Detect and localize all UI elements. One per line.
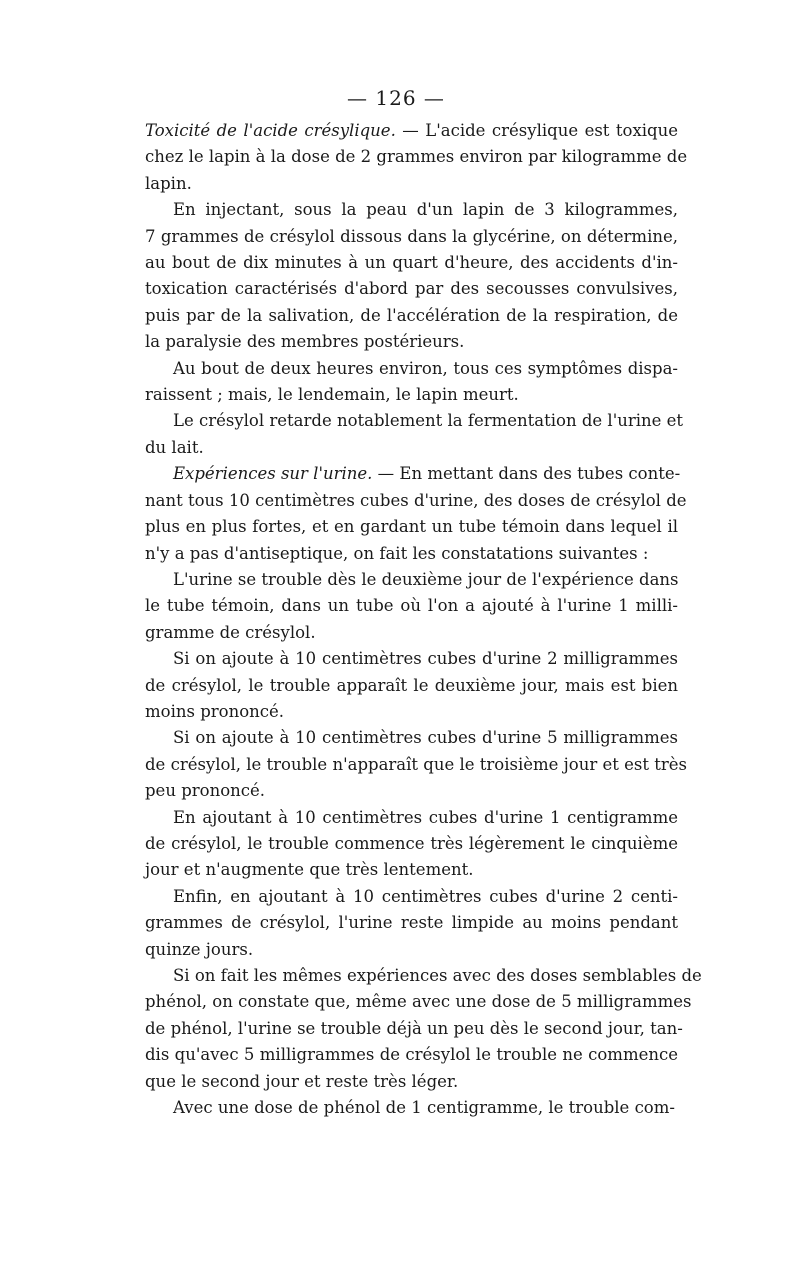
line-text: lapin. <box>145 173 192 193</box>
line-text: plus en plus fortes, et en gardant un tube témoin dans lequel il <box>145 517 678 537</box>
line-text: puis par de la salivation, de l'accélération de la respiration, de <box>145 305 678 325</box>
text-line <box>117 514 678 540</box>
text-line <box>117 461 681 487</box>
text-line <box>117 144 688 170</box>
text-line <box>117 725 678 751</box>
line-text: du lait. <box>145 437 204 457</box>
text-line <box>117 408 684 434</box>
line-text: Enfin, en ajoutant à 10 centimètres cubes d'urine 2 centi- <box>173 886 678 906</box>
line-text: toxication caractérisés d'abord par des secousses convulsives, <box>145 279 678 299</box>
text-line <box>117 805 678 831</box>
line-text: — L'acide crésylique est toxique <box>395 121 678 140</box>
line-text: Si on ajoute à 10 centimètres cubes d'urine 2 milligrammes <box>173 649 678 669</box>
line-text: moins prononcé. <box>145 701 285 721</box>
paragraph <box>117 197 678 355</box>
text-line <box>117 646 678 672</box>
paragraph <box>117 567 678 646</box>
line-text: le tube témoin, dans un tube où l'on a ajouté à l'urine 1 milli- <box>145 596 678 616</box>
paragraph <box>117 1095 678 1121</box>
text-line <box>117 963 702 989</box>
text-line <box>117 884 678 910</box>
text-line <box>117 250 678 276</box>
line-text: dis qu'avec 5 milligrammes de crésylol le trouble ne commence <box>145 1045 678 1065</box>
paragraph <box>117 805 678 884</box>
line-text: En injectant, sous la peau d'un lapin de 3 kilogrammes, <box>173 200 678 220</box>
line-text: gramme de crésylol. <box>145 622 316 642</box>
line-text: Avec une dose de phénol de 1 centigramme, le trouble com- <box>173 1098 675 1118</box>
line-text: chez le lapin à la dose de 2 grammes environ par kilogramme de <box>145 147 688 167</box>
section-heading-italic: Toxicité de l'acide crésylique. <box>145 121 396 140</box>
line-text: phénol, on constate que, même avec une dose de 5 milligrammes <box>145 992 692 1012</box>
text-line <box>117 329 678 355</box>
line-text: En ajoutant à 10 centimètres cubes d'urine 1 centigramme <box>173 807 678 827</box>
line-text: Si on ajoute à 10 centimètres cubes d'urine 5 milligrammes <box>173 728 678 748</box>
text-line <box>117 541 678 567</box>
text-line <box>117 620 678 646</box>
paragraph <box>117 356 678 409</box>
text-line <box>117 197 678 223</box>
text-line <box>117 435 678 461</box>
line-text: que le second jour et reste très léger. <box>145 1071 459 1091</box>
text-line <box>117 224 678 250</box>
text-line <box>117 567 678 593</box>
text-line <box>117 593 678 619</box>
page-number: — 126 — <box>347 86 445 110</box>
line-text: nant tous 10 centimètres cubes d'urine, des doses de crésylol de <box>145 490 687 510</box>
text-line <box>117 1069 678 1095</box>
paragraph <box>117 646 678 725</box>
line-text: — En mettant dans des tubes conte- <box>372 464 681 484</box>
text-line <box>117 857 678 883</box>
text-line <box>117 989 692 1015</box>
paragraph <box>117 408 684 461</box>
text-line <box>117 1016 683 1042</box>
line-text: 7 grammes de crésylol dissous dans la glycérine, on détermine, <box>145 226 678 246</box>
text-line <box>117 1042 678 1068</box>
paragraph <box>117 963 702 1095</box>
paragraph <box>117 461 687 567</box>
line-text: raissent ; mais, le lendemain, le lapin meurt. <box>145 385 519 405</box>
line-text: Si on fait les mêmes expériences avec des doses semblables de <box>173 966 702 985</box>
text-line <box>117 356 678 382</box>
line-text: quinze jours. <box>145 939 254 959</box>
line-text: de phénol, l'urine se trouble déjà un peu dès le second jour, tan- <box>145 1018 683 1038</box>
line-text: au bout de dix minutes à un quart d'heure, des accidents d'in- <box>145 253 678 273</box>
text-line <box>117 673 678 699</box>
line-text: de crésylol, le trouble apparaît le deuxième jour, mais est bien <box>145 675 678 695</box>
text-line <box>117 778 678 804</box>
line-text: Le crésylol retarde notablement la fermentation de l'urine et <box>173 411 684 431</box>
text-line <box>117 276 678 302</box>
line-text: n'y a pas d'antiseptique, on fait les constatations suivantes : <box>145 543 649 563</box>
line-text: de crésylol, le trouble n'apparaît que le troisième jour et est très <box>145 754 687 774</box>
text-line <box>117 171 678 197</box>
text-line <box>117 118 678 144</box>
text-line <box>117 303 678 329</box>
text-line <box>117 382 678 408</box>
text-line <box>117 1095 678 1121</box>
line-text: peu prononcé. <box>145 781 266 801</box>
text-line <box>117 488 687 514</box>
line-text: Au bout de deux heures environ, tous ces symptômes dispa- <box>173 358 678 378</box>
text-line <box>117 699 678 725</box>
text-line <box>117 937 678 963</box>
paragraph <box>117 884 678 963</box>
paragraph <box>117 725 687 804</box>
body-text <box>117 118 702 1121</box>
line-text: L'urine se trouble dès le deuxième jour de l'expérience dans <box>173 569 679 589</box>
line-text: grammes de crésylol, l'urine reste limpide au moins pendant <box>145 913 678 933</box>
paragraph <box>117 118 688 197</box>
line-text: de crésylol, le trouble commence très légèrement le cinquième <box>145 833 678 853</box>
text-line <box>117 752 687 778</box>
line-text: la paralysie des membres postérieurs. <box>145 332 465 352</box>
line-text: jour et n'augmente que très lentement. <box>145 860 474 880</box>
section-heading-italic: Expériences sur l'urine. <box>173 464 373 484</box>
text-line <box>117 831 678 857</box>
text-line <box>117 910 678 936</box>
